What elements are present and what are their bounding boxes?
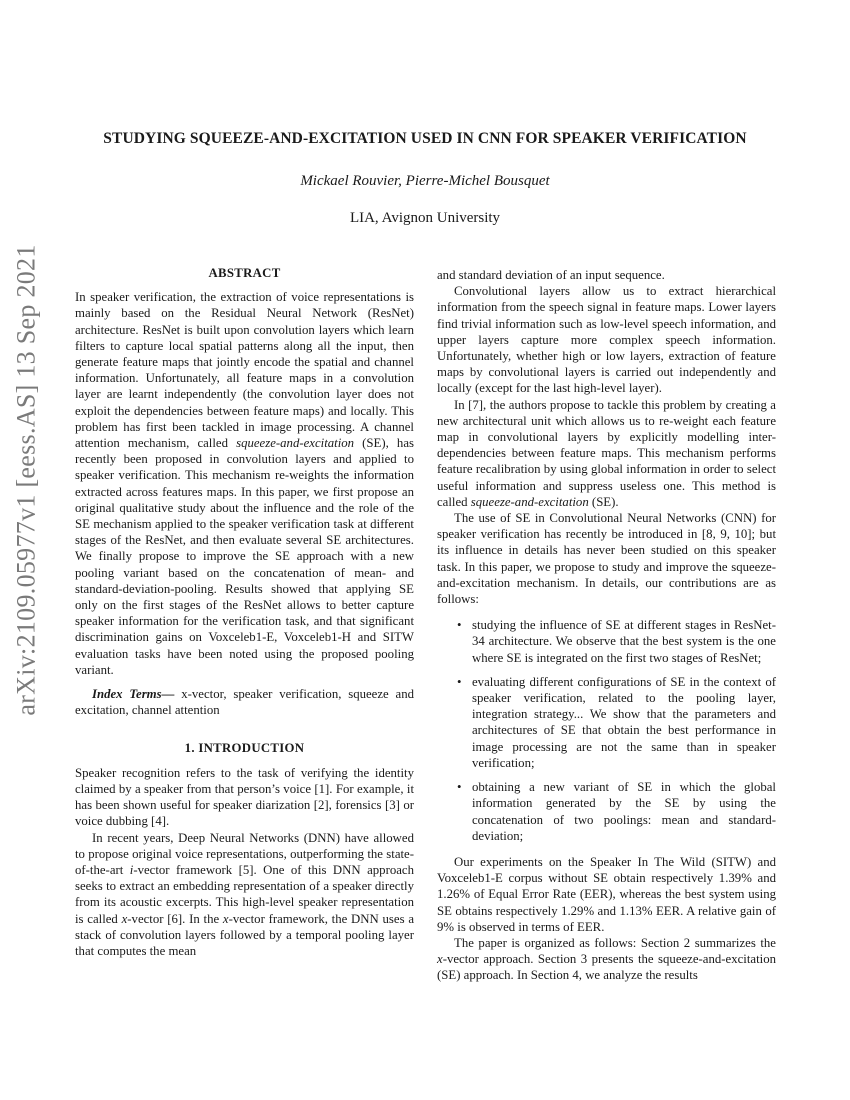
paper-authors: Mickael Rouvier, Pierre-Michel Bousquet: [300, 173, 550, 189]
left-column: [75, 265, 414, 959]
right-column: [437, 267, 776, 984]
intro-paragraph-2-continued: and standard deviation of an input sequence.: [437, 268, 665, 282]
intro-paragraph-6: Our experiments on the Speaker In The Wild (SITW) and Voxceleb1-E corpus without SE obtain respectively 1.39% and 1.26% of Equal Error Rate (EER), whereas the best system using SE obtains respectively 1.29% and 1.13% EER. A relative gain of 9% is observed in terms of EER.: [437, 854, 776, 934]
intro-paragraph-5: The use of SE in Convolutional Neural Networks (CNN) for speaker verification has recently be introduced in [8, 9, 10]; but its influence in details has never been studied on this speaker task. In this paper, we propose to study and improve the squeeze-and-excitation mechanism. In details, our contributions are as follows:: [437, 511, 776, 607]
index-terms-text: x-vector, speaker verification, squeeze and excitation, channel attention: [75, 687, 415, 718]
introduction-heading: 1. INTRODUCTION: [184, 741, 305, 756]
arxiv-identifier-stamp: [0, 244, 54, 716]
intro-paragraph-2: In recent years, Deep Neural Networks (DNN) have allowed to propose original voice representations, outperforming the state-of-the-art i-vector framework [5]. One of this DNN approach seeks to extract an embedding representation of a speaker directly from its acoustic excerpts. This high-level speaker representation is called x-vector [6]. In the x-vector framework, the DNN uses a stack of convolution layers followed by a temporal pooling layer that computes the mean: [75, 830, 414, 958]
paper-affiliation: LIA, Avignon University: [349, 210, 501, 226]
intro-paragraph-7: The paper is organized as follows: Section 2 summarizes the x-vector approach. Section 3 presents the squeeze-and-excitation (SE) approach. In Section 4, we analyze the results: [437, 935, 776, 983]
list-item: • evaluating different configurations of SE in the context of speaker verification, related to the pooling layer, integration strategy... We show that the parameters and architectures of SE that obtain the best performance in image processing are not the same than in speaker verification;: [457, 674, 776, 770]
list-item: • studying the influence of SE at different stages in ResNet-34 architecture. We observe that the best system is the one where SE is integrated on the first two stages of ResNet;: [457, 618, 776, 665]
index-terms-label: Index Terms—: [92, 687, 175, 702]
abstract-paragraph: In speaker verification, the extraction of voice representations is mainly based on the Residual Neural Network (ResNet) architecture. ResNet is built upon convolution layers which learn filters to capture local spatial patterns along all the input, then generate feature maps that jointly encode the spatial and channel information. Unfortunately, all feature maps in a convolution layer are learnt independently (the convolution layer does not exploit the dependencies between feature maps) and locally. This problem has first been tackled in image processing. A channel attention mechanism, called squeeze-and-excitation (SE), has recently been proposed in convolution layers and applied to speaker verification. This mechanism re-weights the information extracted across features maps. In this paper, we first propose an original qualitative study about the influence and the role of the SE mechanism applied to the speaker verification task at different stages of the ResNet, and then evaluate several SE architectures. We finally propose to improve the SE approach with a new pooling variant based on the concatenation of mean- and standard-deviation-pooling. Results showed that applying SE only on the first stages of the ResNet allows to better capture speaker information for the verification task, and that significant discrimination gains on Voxceleb1-E, Voxceleb1-H and SITW evaluation tasks have been noted using the proposed pooling variant.: [75, 290, 414, 677]
list-item: • obtaining a new variant of SE in which the global information generated by the SE by using the concatenation of two poolings: mean and standard-deviation;: [457, 780, 776, 843]
contributions-list: [437, 617, 776, 844]
intro-paragraph-1: Speaker recognition refers to the task of verifying the identity claimed by a speaker from that person’s voice [1]. For example, it has been shown useful for speaker diarization [2], forensics [3] or voice dubbing [4].: [75, 765, 414, 829]
intro-paragraph-4: In [7], the authors propose to tackle this problem by creating a new architectural unit which allows us to re-weight each feature map in convolutional layers by explicitly modelling inter-dependencies between feature maps. This mechanism performs feature recalibration by using global information in order to select useful information and suppress useless one. This method is called squeeze-and-excitation (SE).: [437, 397, 776, 509]
index-terms: [75, 686, 414, 718]
paper-title: STUDYING SQUEEZE-AND-EXCITATION USED IN CNN FOR SPEAKER VERIFICATION: [103, 130, 747, 147]
arxiv-id-text: arXiv:2109.05977v1 [eess.AS] 13 Sep 2021: [12, 244, 42, 716]
intro-paragraph-3: Convolutional layers allow us to extract hierarchical information from the speech signal in feature maps. Lower layers find trivial information such as low-level speech information, and upper layers capture more complex speech information. Unfortunately, whether high or low layers, extraction of feature maps by convolutional layers is carried out independently and locally (except for the last high-level layer).: [437, 284, 776, 396]
abstract-heading: ABSTRACT: [208, 266, 281, 280]
